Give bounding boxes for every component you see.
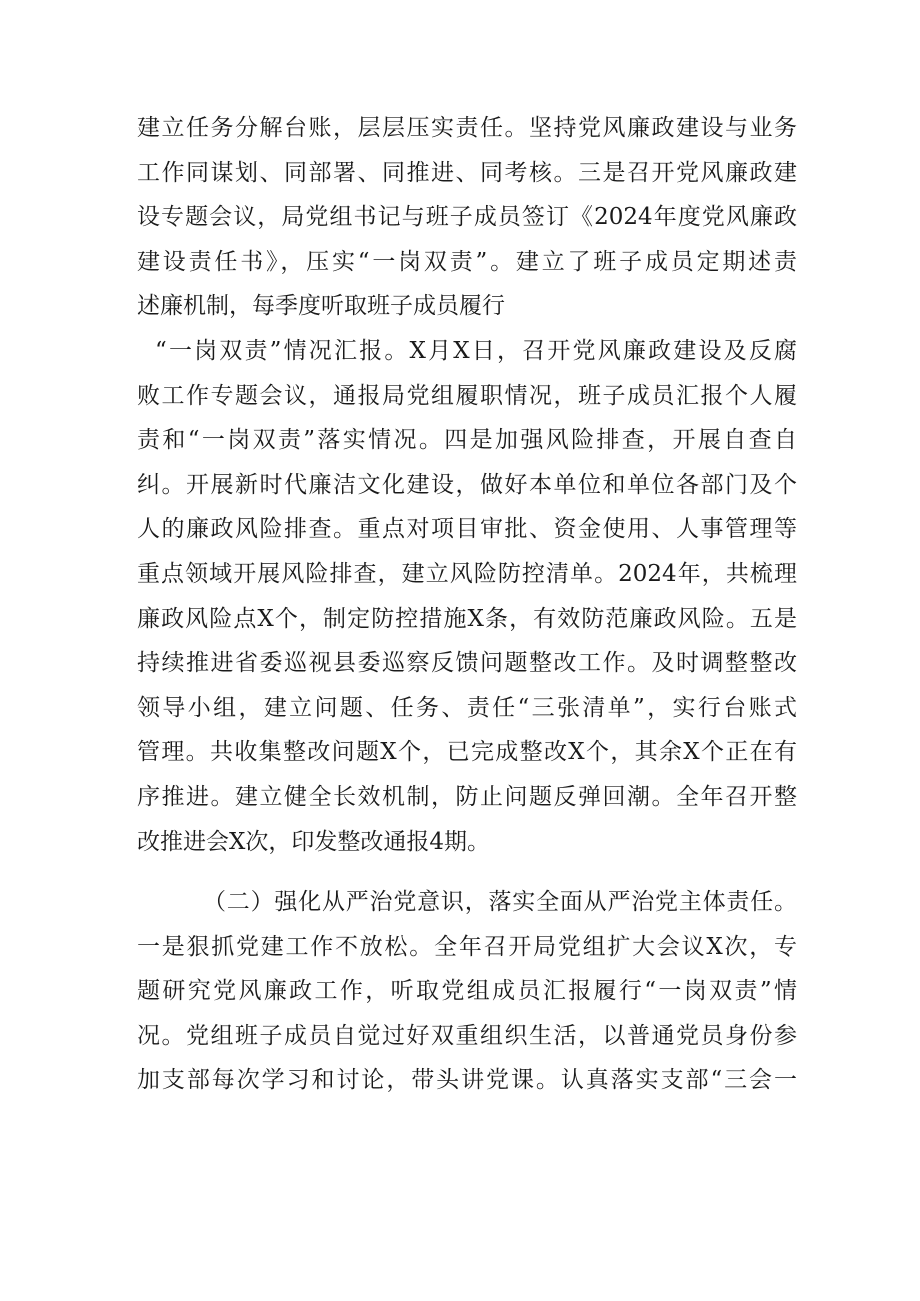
- text-line: 工作同谋划、同部署、同推进、同考核。三是召开党风廉政建: [137, 159, 797, 186]
- text-line: 改推进会X次，印发整改通报4期。: [137, 828, 491, 855]
- text-line: 建设责任书》，压实“一岗双责”。建立了班子成员定期述责: [137, 248, 797, 275]
- text-line: 败工作专题会议，通报局党组履职情况，班子成员汇报个人履: [137, 382, 797, 409]
- text-line: 廉政风险点X个，制定防控措施X条，有效防范廉政风险。五是: [137, 605, 797, 632]
- text-line: 责和“一岗双责”落实情况。四是加强风险排查，开展自查自: [137, 427, 797, 454]
- text-line: 持续推进省委巡视县委巡察反馈问题整改工作。及时调整整改: [137, 650, 797, 677]
- text-line: 序推进。建立健全长效机制，防止问题反弹回潮。全年召开整: [137, 783, 797, 810]
- document-body: [137, 106, 797, 1103]
- text-line: 建立任务分解台账，层层压实责任。坚持党风廉政建设与业务: [137, 115, 797, 141]
- text-line: 纠。开展新时代廉洁文化建设，做好本单位和单位各部门及个: [137, 471, 797, 498]
- text-line: 一是狠抓党建工作不放松。全年召开局党组扩大会议X次，专: [137, 933, 797, 960]
- text-line: 人的廉政风险排查。重点对项目审批、资金使用、人事管理等: [137, 516, 797, 543]
- text-line: 况。党组班子成员自觉过好双重组织生活，以普通党员身份参: [137, 1022, 797, 1049]
- paragraph-gap: [137, 864, 797, 880]
- text-line: 述廉机制，每季度听取班子成员履行: [137, 293, 505, 320]
- text-line: 重点领域开展风险排查，建立风险防控清单。2024年，共梳理: [137, 560, 797, 587]
- text-line: 设专题会议，局党组书记与班子成员签订《2024年度党风廉政: [137, 204, 797, 231]
- text-line: 题研究党风廉政工作，听取党组成员汇报履行“一岗双责”情: [137, 978, 797, 1005]
- text-line: 领导小组，建立问题、任务、责任“三张清单”，实行台账式: [137, 694, 797, 721]
- text-line: 管理。共收集整改问题X个，已完成整改X个，其余X个正在有: [137, 739, 797, 766]
- section-heading-line: （二）强化从严治党意识，落实全面从严治党主体责任。: [203, 889, 797, 916]
- text-line: 加支部每次学习和讨论，带头讲党课。认真落实支部“三会一: [137, 1067, 797, 1094]
- text-line: “一岗双责”情况汇报。X月X日，召开党风廉政建设及反腐: [155, 337, 797, 364]
